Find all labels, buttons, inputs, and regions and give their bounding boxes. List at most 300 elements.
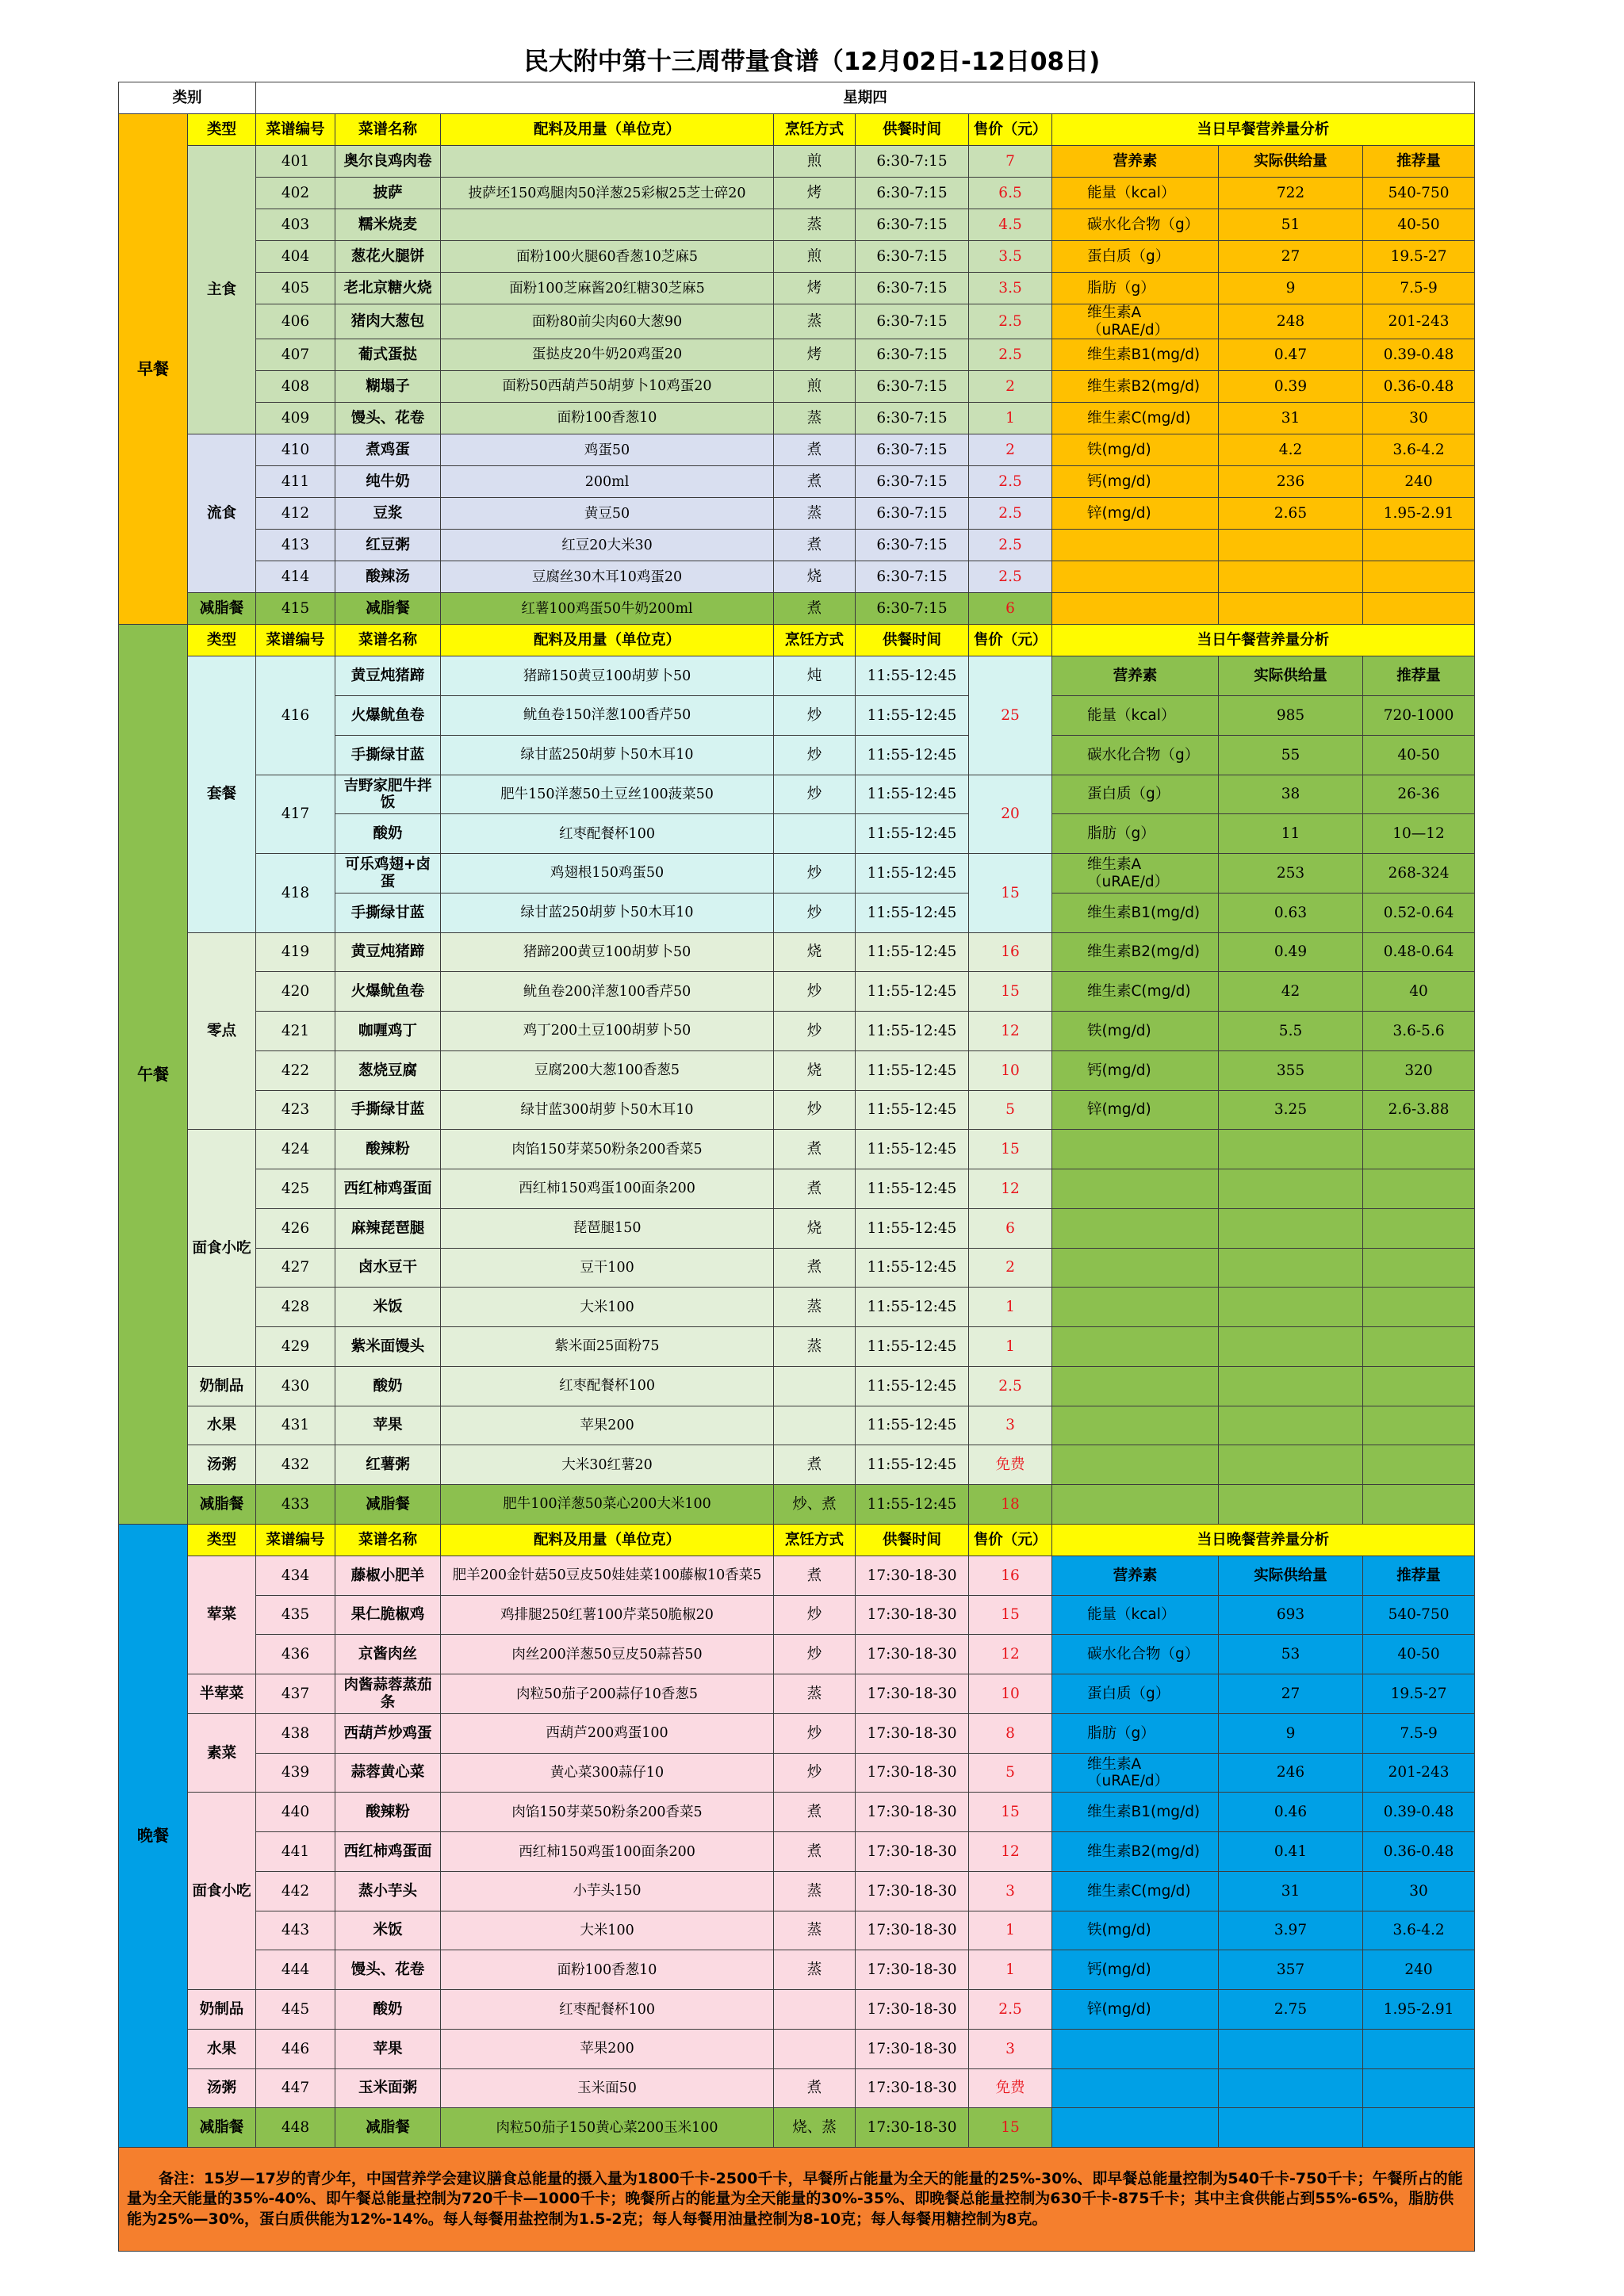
empty-cell bbox=[1363, 1169, 1475, 1209]
dish-ingredients: 鱿鱼卷200洋葱100香芹50 bbox=[441, 972, 774, 1012]
cooking-method: 炒 bbox=[774, 1012, 856, 1051]
empty-cell bbox=[1219, 1485, 1363, 1525]
dish-name: 手撕绿甘蓝 bbox=[335, 735, 441, 775]
nutrient-actual: 55 bbox=[1219, 735, 1363, 775]
dish-ingredients: 豆干100 bbox=[441, 1248, 774, 1288]
serving-time: 11:55-12:45 bbox=[856, 1327, 969, 1367]
dish-ingredients: 红枣配餐杯100 bbox=[441, 1990, 774, 2030]
serving-time: 6:30-7:15 bbox=[856, 498, 969, 530]
dish-name: 吉野家肥牛拌饭 bbox=[335, 775, 441, 814]
dish-ingredients: 苹果200 bbox=[441, 2029, 774, 2068]
dish-name: 酸辣汤 bbox=[335, 561, 441, 593]
dish-ingredients: 猪蹄150黄豆100胡萝卜50 bbox=[441, 656, 774, 696]
table-row bbox=[119, 1288, 1475, 1327]
type-header: 类型 bbox=[188, 625, 256, 656]
group-noodle-snack: 面食小吃 bbox=[188, 1130, 256, 1367]
dish-ingredients: 肉馅150芽菜50粉条200香菜5 bbox=[441, 1793, 774, 1832]
dish-price: 6.5 bbox=[969, 178, 1052, 209]
dish-ingredients: 肉粒50茄子200蒜仔10香葱5 bbox=[441, 1674, 774, 1714]
serving-time: 17:30-18-30 bbox=[856, 1950, 969, 1990]
serving-time: 6:30-7:15 bbox=[856, 304, 969, 339]
dish-ingredients: 面粉50西葫芦50胡萝卜10鸡蛋20 bbox=[441, 370, 774, 402]
dish-price: 12 bbox=[969, 1012, 1052, 1051]
table-row bbox=[119, 1130, 1475, 1169]
dish-name: 馒头、花卷 bbox=[335, 1950, 441, 1990]
group-noodle-snack: 面食小吃 bbox=[188, 1793, 256, 1990]
nutrient-recommended: 30 bbox=[1363, 403, 1475, 434]
dish-code: 411 bbox=[256, 466, 335, 498]
dish-name: 蒸小芋头 bbox=[335, 1871, 441, 1911]
empty-cell bbox=[1219, 1130, 1363, 1169]
dish-code: 425 bbox=[256, 1169, 335, 1209]
dish-name: 紫米面馒头 bbox=[335, 1327, 441, 1367]
dish-code: 414 bbox=[256, 561, 335, 593]
dish-price: 2.5 bbox=[969, 466, 1052, 498]
dish-price: 1 bbox=[969, 1288, 1052, 1327]
dish-price: 8 bbox=[969, 1713, 1052, 1753]
dish-code: 405 bbox=[256, 273, 335, 304]
table-row bbox=[119, 932, 1475, 972]
time-header: 供餐时间 bbox=[856, 625, 969, 656]
dish-price: 15 bbox=[969, 1793, 1052, 1832]
table-row bbox=[119, 530, 1475, 561]
dish-code: 431 bbox=[256, 1406, 335, 1445]
table-row bbox=[119, 1556, 1475, 1595]
table-row bbox=[119, 1713, 1475, 1753]
nutrient-name: 维生素B2(mg/d) bbox=[1052, 370, 1219, 402]
dish-ingredients: 琵琶腿150 bbox=[441, 1208, 774, 1248]
dish-ingredients: 披萨坯150鸡腿肉50洋葱25彩椒25芝士碎20 bbox=[441, 178, 774, 209]
group-snack: 零点 bbox=[188, 932, 256, 1130]
dish-price: 15 bbox=[969, 1595, 1052, 1635]
nutrient-recommended: 540-750 bbox=[1363, 1595, 1475, 1635]
empty-cell bbox=[1363, 1485, 1475, 1525]
empty-cell bbox=[1363, 1327, 1475, 1367]
dish-price: 12 bbox=[969, 1635, 1052, 1674]
serving-time: 11:55-12:45 bbox=[856, 814, 969, 854]
table-row bbox=[119, 1793, 1475, 1832]
nutrient-actual: 693 bbox=[1219, 1595, 1363, 1635]
dish-ingredients: 红薯100鸡蛋50牛奶200ml bbox=[441, 593, 774, 625]
dish-ingredients: 肉粒50茄子150黄心菜200玉米100 bbox=[441, 2108, 774, 2148]
table-row bbox=[119, 1090, 1475, 1130]
dish-name: 苹果 bbox=[335, 2029, 441, 2068]
dish-price: 3 bbox=[969, 1406, 1052, 1445]
dish-code: 444 bbox=[256, 1950, 335, 1990]
dish-ingredients: 蛋挞皮20牛奶20鸡蛋20 bbox=[441, 339, 774, 370]
nutrition-analysis-title: 当日午餐营养量分析 bbox=[1052, 625, 1475, 656]
table-row bbox=[119, 656, 1475, 696]
nutrition-analysis-title: 当日晚餐营养量分析 bbox=[1052, 1524, 1475, 1556]
cooking-method: 煮 bbox=[774, 2068, 856, 2108]
nutrient-actual: 11 bbox=[1219, 814, 1363, 854]
dish-ingredients: 紫米面25面粉75 bbox=[441, 1327, 774, 1367]
table-row bbox=[119, 1169, 1475, 1209]
nutrient-recommended: 40-50 bbox=[1363, 735, 1475, 775]
table-row bbox=[119, 1674, 1475, 1714]
nutrient-recommended: 201-243 bbox=[1363, 304, 1475, 339]
dish-ingredients: 大米30红薯20 bbox=[441, 1445, 774, 1485]
serving-time: 6:30-7:15 bbox=[856, 370, 969, 402]
table-row bbox=[119, 1445, 1475, 1485]
empty-cell bbox=[1219, 2068, 1363, 2108]
ingredients-header: 配料及用量（单位克） bbox=[441, 625, 774, 656]
dish-code: 440 bbox=[256, 1793, 335, 1832]
nutrient-recommended: 0.36-0.48 bbox=[1363, 370, 1475, 402]
cooking-method: 烧、蒸 bbox=[774, 2108, 856, 2148]
dish-name: 豆浆 bbox=[335, 498, 441, 530]
dish-ingredients: 黄豆50 bbox=[441, 498, 774, 530]
nutrient-name: 碳水化合物（g） bbox=[1052, 1635, 1219, 1674]
cooking-method: 炒 bbox=[774, 1595, 856, 1635]
nutrient-actual: 0.39 bbox=[1219, 370, 1363, 402]
empty-cell bbox=[1052, 1327, 1219, 1367]
nutrient-name: 维生素C(mg/d) bbox=[1052, 1871, 1219, 1911]
empty-cell bbox=[1219, 1445, 1363, 1485]
table-row bbox=[119, 972, 1475, 1012]
table-row bbox=[119, 273, 1475, 304]
cooking-method bbox=[774, 2029, 856, 2068]
dish-ingredients bbox=[441, 146, 774, 178]
page-title: 民大附中第十三周带量食谱（12月02日-12日08日) bbox=[523, 48, 1101, 76]
dish-code: 434 bbox=[256, 1556, 335, 1595]
dish-ingredients: 西葫芦200鸡蛋100 bbox=[441, 1713, 774, 1753]
nutrition-analysis-title: 当日早餐营养量分析 bbox=[1052, 114, 1475, 146]
nutrient-actual: 2.75 bbox=[1219, 1990, 1363, 2030]
actual-header: 实际供给量 bbox=[1219, 146, 1363, 178]
dish-ingredients: 肥牛150洋葱50土豆丝100菠菜50 bbox=[441, 775, 774, 814]
note: 备注：15岁—17岁的青少年，中国营养学会建议膳食总能量的摄入量为1800千卡-2500千卡，早餐所占能量为全天的能量的25%-30%、即早餐总能量控制为540千卡-750千卡；午餐所占的能量为全天能量的35%-40%、即午餐总能量控制为720千卡—1000千卡；晚餐所占的能量为全天能量的30%-35%、即晚餐总能量控制为630千卡-875千卡；其中主食供能占到55%-65%，脂肪供能为25%—30%，蛋白质供能为12%-14%。每人每餐用盐控制为1.5-2克；每人每餐用油量控制为8-10克；每人每餐用糖控制为8克。 bbox=[119, 2148, 1475, 2252]
table-row bbox=[119, 1485, 1475, 1525]
dish-code: 439 bbox=[256, 1753, 335, 1793]
dish-ingredients: 西红柿150鸡蛋100面条200 bbox=[441, 1832, 774, 1872]
empty-cell bbox=[1219, 1406, 1363, 1445]
dish-name: 红豆粥 bbox=[335, 530, 441, 561]
table-row bbox=[119, 561, 1475, 593]
empty-cell bbox=[1363, 1208, 1475, 1248]
dish-ingredients: 面粉100芝麻酱20红糖30芝麻5 bbox=[441, 273, 774, 304]
price-header: 售价（元） bbox=[969, 114, 1052, 146]
dish-ingredients: 肉馅150芽菜50粉条200香菜5 bbox=[441, 1130, 774, 1169]
table-row bbox=[119, 1832, 1475, 1872]
nutrient-recommended: 19.5-27 bbox=[1363, 241, 1475, 273]
dish-code: 413 bbox=[256, 530, 335, 561]
table-row bbox=[119, 854, 1475, 894]
price-header: 售价（元） bbox=[969, 625, 1052, 656]
dish-price: 10 bbox=[969, 1674, 1052, 1714]
cooking-method: 煮 bbox=[774, 434, 856, 466]
table-row bbox=[119, 1950, 1475, 1990]
dish-name: 肉酱蒜蓉蒸茄条 bbox=[335, 1674, 441, 1714]
empty-cell bbox=[1363, 1406, 1475, 1445]
serving-time: 17:30-18-30 bbox=[856, 1753, 969, 1793]
dish-code: 403 bbox=[256, 209, 335, 241]
group-soup: 汤粥 bbox=[188, 2068, 256, 2108]
cooking-method: 炒 bbox=[774, 1090, 856, 1130]
dish-price: 18 bbox=[969, 1485, 1052, 1525]
nutrient-name: 维生素A（uRAE/d） bbox=[1052, 1753, 1219, 1793]
nutrient-recommended: 3.6-4.2 bbox=[1363, 1911, 1475, 1950]
dish-name: 酸奶 bbox=[335, 814, 441, 854]
nutrient-actual: 27 bbox=[1219, 241, 1363, 273]
serving-time: 17:30-18-30 bbox=[856, 1793, 969, 1832]
serving-time: 6:30-7:15 bbox=[856, 241, 969, 273]
nutrient-recommended: 268-324 bbox=[1363, 854, 1475, 894]
dish-code: 415 bbox=[256, 593, 335, 625]
dish-code: 422 bbox=[256, 1050, 335, 1090]
group-set-meal: 套餐 bbox=[188, 656, 256, 932]
empty-cell bbox=[1219, 2029, 1363, 2068]
table-row bbox=[119, 466, 1475, 498]
nutrient-actual: 51 bbox=[1219, 209, 1363, 241]
time-header: 供餐时间 bbox=[856, 1524, 969, 1556]
table-row bbox=[119, 209, 1475, 241]
group-dairy: 奶制品 bbox=[188, 1366, 256, 1406]
dish-price: 1 bbox=[969, 1950, 1052, 1990]
dish-ingredients bbox=[441, 209, 774, 241]
cooking-method: 炒 bbox=[774, 1635, 856, 1674]
nutrient-name: 钙(mg/d) bbox=[1052, 1050, 1219, 1090]
table-row bbox=[119, 1327, 1475, 1367]
dish-code: 409 bbox=[256, 403, 335, 434]
dish-ingredients: 面粉100香葱10 bbox=[441, 403, 774, 434]
serving-time: 6:30-7:15 bbox=[856, 593, 969, 625]
set-code: 416 bbox=[256, 656, 335, 775]
nutrient-actual: 27 bbox=[1219, 1674, 1363, 1714]
cooking-method: 烧 bbox=[774, 932, 856, 972]
dish-code: 448 bbox=[256, 2108, 335, 2148]
empty-cell bbox=[1363, 1445, 1475, 1485]
cooking-method: 煮 bbox=[774, 1832, 856, 1872]
dish-ingredients: 苹果200 bbox=[441, 1406, 774, 1445]
empty-cell bbox=[1052, 1169, 1219, 1209]
table-row bbox=[119, 1753, 1475, 1793]
method-header: 烹饪方式 bbox=[774, 625, 856, 656]
nutrient-actual: 3.25 bbox=[1219, 1090, 1363, 1130]
table-row bbox=[119, 1208, 1475, 1248]
dish-name: 老北京糖火烧 bbox=[335, 273, 441, 304]
nutrient-actual: 5.5 bbox=[1219, 1012, 1363, 1051]
dish-code: 429 bbox=[256, 1327, 335, 1367]
empty-cell bbox=[1363, 593, 1475, 625]
nutrient-recommended: 7.5-9 bbox=[1363, 1713, 1475, 1753]
dish-price: 2.5 bbox=[969, 1366, 1052, 1406]
nutrient-name: 维生素B1(mg/d) bbox=[1052, 339, 1219, 370]
dish-code: 428 bbox=[256, 1288, 335, 1327]
group-vegetable: 素菜 bbox=[188, 1713, 256, 1793]
nutrient-name: 铁(mg/d) bbox=[1052, 1012, 1219, 1051]
dish-code: 402 bbox=[256, 178, 335, 209]
serving-time: 6:30-7:15 bbox=[856, 209, 969, 241]
cooking-method: 蒸 bbox=[774, 1674, 856, 1714]
empty-cell bbox=[1219, 561, 1363, 593]
empty-cell bbox=[1052, 2108, 1219, 2148]
dish-ingredients: 猪蹄200黄豆100胡萝卜50 bbox=[441, 932, 774, 972]
cooking-method: 蒸 bbox=[774, 1288, 856, 1327]
dish-code: 404 bbox=[256, 241, 335, 273]
table-row bbox=[119, 1406, 1475, 1445]
dish-code: 412 bbox=[256, 498, 335, 530]
nutrient-actual: 38 bbox=[1219, 775, 1363, 814]
dish-ingredients: 面粉100火腿60香葱10芝麻5 bbox=[441, 241, 774, 273]
dish-ingredients: 红枣配餐杯100 bbox=[441, 1366, 774, 1406]
table-row bbox=[119, 114, 1475, 146]
empty-cell bbox=[1363, 530, 1475, 561]
empty-cell bbox=[1052, 1485, 1219, 1525]
dish-price: 16 bbox=[969, 1556, 1052, 1595]
dish-name: 可乐鸡翅+卤蛋 bbox=[335, 854, 441, 894]
empty-cell bbox=[1363, 2029, 1475, 2068]
cooking-method: 煮 bbox=[774, 1445, 856, 1485]
nutrient-recommended: 19.5-27 bbox=[1363, 1674, 1475, 1714]
nutrient-actual: 53 bbox=[1219, 1635, 1363, 1674]
dish-code: 427 bbox=[256, 1248, 335, 1288]
dish-ingredients: 红豆20大米30 bbox=[441, 530, 774, 561]
dish-name: 果仁脆椒鸡 bbox=[335, 1595, 441, 1635]
serving-time: 6:30-7:15 bbox=[856, 466, 969, 498]
serving-time: 17:30-18-30 bbox=[856, 1871, 969, 1911]
nutrient-name: 维生素B2(mg/d) bbox=[1052, 932, 1219, 972]
empty-cell bbox=[1363, 1248, 1475, 1288]
dish-price: 15 bbox=[969, 972, 1052, 1012]
dish-ingredients: 面粉80前尖肉60大葱90 bbox=[441, 304, 774, 339]
nutrient-actual: 0.41 bbox=[1219, 1832, 1363, 1872]
dish-name: 火爆鱿鱼卷 bbox=[335, 696, 441, 736]
cooking-method: 炒、煮 bbox=[774, 1485, 856, 1525]
set-code: 417 bbox=[256, 775, 335, 854]
dish-code: 419 bbox=[256, 932, 335, 972]
table-row bbox=[119, 1012, 1475, 1051]
nutrient-actual: 236 bbox=[1219, 466, 1363, 498]
dish-name: 蒜蓉黄心菜 bbox=[335, 1753, 441, 1793]
dish-code: 435 bbox=[256, 1595, 335, 1635]
group-fruit: 水果 bbox=[188, 2029, 256, 2068]
set-price: 20 bbox=[969, 775, 1052, 854]
serving-time: 11:55-12:45 bbox=[856, 932, 969, 972]
dish-price: 3 bbox=[969, 2029, 1052, 2068]
actual-header: 实际供给量 bbox=[1219, 656, 1363, 696]
empty-cell bbox=[1052, 1130, 1219, 1169]
group-fruit: 水果 bbox=[188, 1406, 256, 1445]
nutrient-recommended: 40-50 bbox=[1363, 209, 1475, 241]
cooking-method: 烧 bbox=[774, 1050, 856, 1090]
dish-name: 糯米烧麦 bbox=[335, 209, 441, 241]
table-row bbox=[119, 2148, 1475, 2252]
code-header: 菜谱编号 bbox=[256, 1524, 335, 1556]
serving-time: 11:55-12:45 bbox=[856, 1248, 969, 1288]
dish-code: 443 bbox=[256, 1911, 335, 1950]
dish-name: 酸辣粉 bbox=[335, 1793, 441, 1832]
cooking-method: 烤 bbox=[774, 178, 856, 209]
dish-name: 葡式蛋挞 bbox=[335, 339, 441, 370]
table-row bbox=[119, 82, 1475, 114]
empty-cell bbox=[1052, 1208, 1219, 1248]
dish-ingredients: 200ml bbox=[441, 466, 774, 498]
dish-ingredients: 黄心菜300蒜仔10 bbox=[441, 1753, 774, 1793]
table-row bbox=[119, 1524, 1475, 1556]
dish-name: 手撕绿甘蓝 bbox=[335, 893, 441, 932]
nutrient-actual: 0.47 bbox=[1219, 339, 1363, 370]
serving-time: 6:30-7:15 bbox=[856, 178, 969, 209]
set-code: 418 bbox=[256, 854, 335, 933]
nutrient-header: 营养素 bbox=[1052, 656, 1219, 696]
dish-price: 免费 bbox=[969, 2068, 1052, 2108]
dish-name: 糊塌子 bbox=[335, 370, 441, 402]
dish-ingredients: 鱿鱼卷150洋葱100香芹50 bbox=[441, 696, 774, 736]
cooking-method bbox=[774, 814, 856, 854]
dish-name: 葱花火腿饼 bbox=[335, 241, 441, 273]
cooking-method: 蒸 bbox=[774, 1911, 856, 1950]
code-header: 菜谱编号 bbox=[256, 114, 335, 146]
nutrient-actual: 0.63 bbox=[1219, 893, 1363, 932]
dish-price: 2 bbox=[969, 1248, 1052, 1288]
cooking-method: 炒 bbox=[774, 775, 856, 814]
serving-time: 17:30-18-30 bbox=[856, 1911, 969, 1950]
nutrient-name: 脂肪（g） bbox=[1052, 814, 1219, 854]
type-header: 类型 bbox=[188, 114, 256, 146]
serving-time: 11:55-12:45 bbox=[856, 1090, 969, 1130]
nutrient-actual: 253 bbox=[1219, 854, 1363, 894]
nutrient-name: 铁(mg/d) bbox=[1052, 434, 1219, 466]
nutrient-name: 锌(mg/d) bbox=[1052, 498, 1219, 530]
cooking-method: 烧 bbox=[774, 561, 856, 593]
dish-name: 减脂餐 bbox=[335, 1485, 441, 1525]
nutrient-recommended: 0.39-0.48 bbox=[1363, 1793, 1475, 1832]
serving-time: 11:55-12:45 bbox=[856, 1406, 969, 1445]
group-meat: 荤菜 bbox=[188, 1556, 256, 1674]
table-row bbox=[119, 625, 1475, 656]
nutrient-recommended: 3.6-4.2 bbox=[1363, 434, 1475, 466]
table-row bbox=[119, 1366, 1475, 1406]
table-row bbox=[119, 775, 1475, 814]
cooking-method: 炒 bbox=[774, 893, 856, 932]
dish-price: 2 bbox=[969, 434, 1052, 466]
nutrient-actual: 0.49 bbox=[1219, 932, 1363, 972]
dish-code: 410 bbox=[256, 434, 335, 466]
dish-price: 1 bbox=[969, 403, 1052, 434]
empty-cell bbox=[1363, 1130, 1475, 1169]
ingredients-header: 配料及用量（单位克） bbox=[441, 1524, 774, 1556]
nutrient-recommended: 320 bbox=[1363, 1050, 1475, 1090]
serving-time: 11:55-12:45 bbox=[856, 1012, 969, 1051]
empty-cell bbox=[1052, 2068, 1219, 2108]
empty-cell bbox=[1363, 1366, 1475, 1406]
dish-ingredients: 鸡翅根150鸡蛋50 bbox=[441, 854, 774, 894]
nutrient-name: 锌(mg/d) bbox=[1052, 1090, 1219, 1130]
cooking-method: 煮 bbox=[774, 466, 856, 498]
serving-time: 17:30-18-30 bbox=[856, 1713, 969, 1753]
dish-code: 421 bbox=[256, 1012, 335, 1051]
empty-cell bbox=[1219, 1366, 1363, 1406]
dish-price: 免费 bbox=[969, 1445, 1052, 1485]
nutrient-name: 碳水化合物（g） bbox=[1052, 209, 1219, 241]
recommended-header: 推荐量 bbox=[1363, 656, 1475, 696]
nutrient-recommended: 0.48-0.64 bbox=[1363, 932, 1475, 972]
dish-price: 6 bbox=[969, 593, 1052, 625]
serving-time: 17:30-18-30 bbox=[856, 1595, 969, 1635]
nutrient-recommended: 201-243 bbox=[1363, 1753, 1475, 1793]
nutrient-actual: 985 bbox=[1219, 696, 1363, 736]
dish-code: 445 bbox=[256, 1990, 335, 2030]
nutrient-name: 维生素A（uRAE/d） bbox=[1052, 854, 1219, 894]
cooking-method: 煎 bbox=[774, 370, 856, 402]
cooking-method: 炒 bbox=[774, 1753, 856, 1793]
nutrient-recommended: 240 bbox=[1363, 466, 1475, 498]
method-header: 烹饪方式 bbox=[774, 114, 856, 146]
cooking-method: 炒 bbox=[774, 696, 856, 736]
empty-cell bbox=[1052, 561, 1219, 593]
nutrient-recommended: 0.39-0.48 bbox=[1363, 339, 1475, 370]
